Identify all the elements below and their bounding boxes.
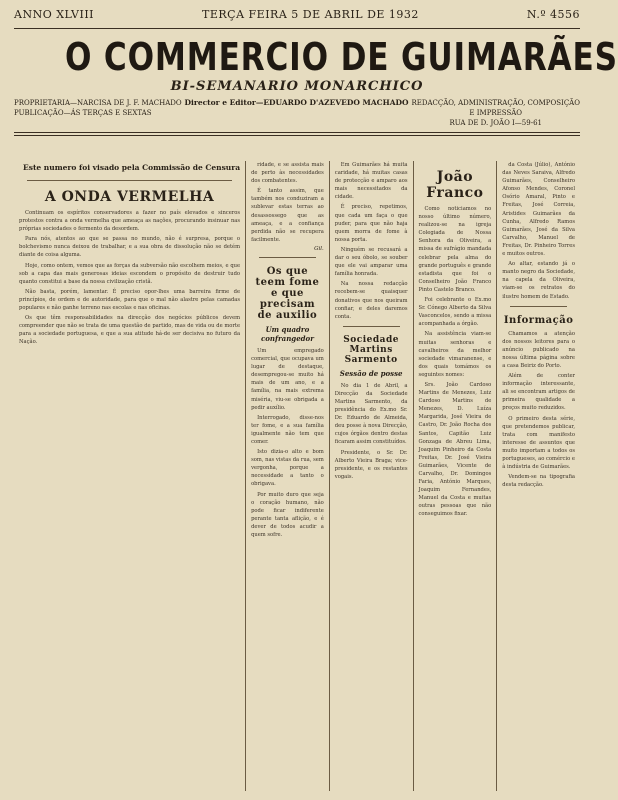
issue-date: TERÇA FEIRA 5 DE ABRIL DE 1932 bbox=[202, 8, 419, 21]
owner-block bbox=[14, 98, 182, 118]
newspaper-title: O COMMERCIO DE GUIMARÃES bbox=[64, 35, 618, 79]
paragraph: É preciso, repetimos, que cada um faça o que puder, para que não haja quem morra de fome à nossa porta. bbox=[334, 204, 408, 243]
paragraph: Na nossa redacção recebem-se quaisquer donativos que nos queiram confiar, e deles daremos conta. bbox=[334, 281, 408, 320]
article-headline-fome: Os que teem fome e que precisam de auxilio bbox=[255, 265, 320, 321]
paragraph: Em Guimarães há muita caridade, há muitas casas de protecção e amparo aos mais necessitados da cidade. bbox=[334, 162, 408, 201]
header-info bbox=[14, 98, 580, 128]
paragraph: Além de conter informação interessante, ali se encontram artigos de primeira qualidade a preços muito reduzidos. bbox=[502, 373, 575, 412]
article-headline-joao-franco: João Franco bbox=[426, 169, 484, 201]
divider bbox=[259, 257, 316, 258]
article-headline-martins-sarmento: Sociedade Martins Sarmento bbox=[343, 334, 400, 365]
newspaper-subtitle: BI-SEMANARIO MONARCHICO bbox=[170, 79, 424, 94]
divider bbox=[27, 180, 232, 181]
divider bbox=[510, 306, 567, 307]
address: RUA DE D. JOÃO I—59-61 bbox=[449, 119, 542, 127]
paragraph: Interrogado, disse-nos ter fome, e a sua família igualmente não tem que comer. bbox=[251, 414, 324, 445]
column-2 bbox=[245, 161, 329, 791]
column-1 bbox=[14, 161, 245, 791]
article-headline-onda-vermelha: A ONDA VERMELHA bbox=[44, 189, 215, 205]
redaction: REDACÇÃO, ADMINISTRAÇÃO, COMPOSIÇÃO bbox=[411, 99, 580, 107]
column-4 bbox=[413, 161, 497, 791]
paragraph: Um empregado comercial, que ocupava um lugar de destaque, desempregou-se muito há mais de um ano, e a família, na mais extrema miséria, viu-se obrigada a pedir auxílio. bbox=[251, 347, 324, 411]
paragraph: Chamamos a atenção dos nossos leitores para o anúncio publicado na nossa última página sobre a casa Beiriz do Porto. bbox=[502, 330, 575, 369]
issue-number: N.º 4556 bbox=[526, 8, 580, 21]
paragraph: Para nós, atentos ao que se passa no mundo, não é surpresa, porque o bolchevismo nunca deixou de trabalhar, e a sua obra de dissolução não se detém diante de coisa alguma. bbox=[19, 236, 241, 259]
paragraph: da Costa (Júlio), António das Neves Saraiva, Alfredo Guimarães, Conselheiro Afonso Mendes, Coronel Osório Amaral, Pinto e Freitas, José Correia, Aristides Guimarães da Cunha, Alfredo Ramos Guimarães, José da Silva Carvalho, Manuel de Freitas, Dr. Pinheiro Torres e muitos outros. bbox=[502, 162, 575, 258]
paragraph: Não basta, porém, lamentar. É preciso opor-lhes uma barreira firme de princípios, de ordem e de autoridade, para que o mal não alastre pelas camadas populares e não ganhe terreno nas escolas e nas oficinas. bbox=[19, 288, 241, 312]
header-rule-thin bbox=[14, 135, 580, 136]
divider bbox=[343, 326, 400, 327]
paragraph: Ninguém se recusará a dar o seu óbolo, se souber que ele vai amparar uma família honrada. bbox=[334, 246, 408, 278]
article-subhead: Um quadro confrangedor bbox=[260, 324, 314, 343]
article-columns bbox=[14, 161, 580, 791]
owner: PROPRIETARIA—NARCISA DE J. F. MACHADO bbox=[14, 99, 182, 107]
paragraph: Ao altar, estando já o manto negro da Sociedade, na capela da Oliveira, viam-se os retratos do ilustre homem de Estado. bbox=[502, 261, 575, 300]
paragraph: É tanto assim, que também nos conduziram a sublevar estas terras ao desassossego que as ameaça, e a confiança perdida não se recupera facilmente. bbox=[251, 188, 324, 243]
director: Director e Editor—EDUARDO D'AZEVEDO MACHADO bbox=[184, 98, 409, 107]
paragraph: No dia 1 de Abril, a Direcção da Sociedade Martins Sarmento, da presidência do Ex.mo Sr. Dr. Eduardo de Almeida, deu posse à nova Direcção, cujos órgãos dentro destas ficaram assim constituídos. bbox=[334, 382, 408, 446]
paragraph: Foi celebrante o Ex.mo Sr. Cónego Alberto da Silva Vasconcelos, sendo a missa acompanhada a órgão. bbox=[418, 297, 492, 328]
header-top-line bbox=[14, 8, 580, 26]
paragraph: Como noticiamos no nosso último número, realizou-se na igreja Colegiada de Nossa Senhora da Oliveira, a missa de sufrágio mandada celebrar pela alma do grande português e grande estadista que foi o Conselheiro João Franco Pinto Castelo Branco. bbox=[418, 206, 492, 293]
header-rule bbox=[14, 132, 580, 133]
article-subhead: Sessão de posse bbox=[339, 368, 403, 378]
top-rule bbox=[14, 28, 580, 29]
article-headline-informacao: Informação bbox=[503, 314, 574, 326]
publication-days: PUBLICAÇÃO—ÁS TERÇAS E SEXTAS bbox=[14, 109, 152, 117]
redaction-block bbox=[411, 98, 580, 128]
paragraph: Por muito duro que seja o coração humano, não pode ficar indiferente perante tanta aflição, e é dever de todos acudir a quem sofre. bbox=[251, 491, 324, 538]
paragraph: Vendem-se na tipografia desta redacção. bbox=[502, 474, 575, 489]
paragraph: Continuam os espíritos conservadores a fazer no país elevados e sinceros protestos contra a onda vermelha que ameaça as nações, procurando insinuar nas próprias sociedades o fermento da desordem. bbox=[19, 210, 241, 233]
paragraph: Hoje, como ontem, vemos que as forças da subversão não escolhem meios, e que sob a capa das mais generosas ideias escondem o propósito de destruir tudo quanto constitui a base da nossa civilização cristã. bbox=[19, 262, 241, 285]
redaction-line2: E IMPRESSÃO bbox=[469, 109, 523, 117]
censorship-notice: Este numero foi visado pela Commissão de Censura bbox=[23, 163, 241, 172]
signature: Gil. bbox=[314, 245, 324, 252]
column-5 bbox=[496, 161, 580, 791]
paragraph: Os que têm responsabilidades na direcção dos negócios públicos devem compreender que não se trata de uma questão de partido, mas de vida ou de morte para a sociedade portuguesa, e que a sua atitude há-de ser decisiva no futuro da Nação. bbox=[19, 315, 241, 346]
paragraph: Srs. João Cardoso Martins de Menezes, Luiz Cardoso Martins de Menezes, D. Luíza Margarida, José Vieira de Castro, Dr. João Rocha dos Santos, Capitão Luiz Gonzaga de Abreu Lima, Joaquim Pinheiro da Costa Freitas, Dr. José Vieira Guimarães, Vicente de Carvalho, Dr. Domingos Faria, António Marques, Joaquim Fernandes, Manuel da Costa e muitas outras pessoas que não conseguimos fixar. bbox=[418, 381, 492, 518]
paragraph: O primeiro desta série, que pretendemos publicar, trata com manifesto interesse de assuntos que muito importam a todos os portugueses, ao comércio e à indústria de Guimarães. bbox=[502, 415, 575, 471]
paragraph: Isto dizia-o alto e bom som, nas vistas da rua, sem vergonha, porque a necessidade a tanto o obrigava. bbox=[251, 449, 324, 488]
paragraph: Na assistência viam-se muitas senhoras e cavalheiros da melhor sociedade vimaranense, e dos quais tomámos os seguintes nomes: bbox=[418, 331, 492, 378]
paragraph: ridade, e se assista mais de perto às necessidades dos combatentes. bbox=[251, 162, 324, 185]
paragraph: Presidente, o Sr. Dr. Alberto Vieira Braga; vice-presidente, e os restantes vogais. bbox=[334, 449, 408, 480]
column-3 bbox=[329, 161, 413, 791]
newspaper-page bbox=[14, 8, 618, 796]
year: ANNO XLVIII bbox=[14, 8, 95, 21]
